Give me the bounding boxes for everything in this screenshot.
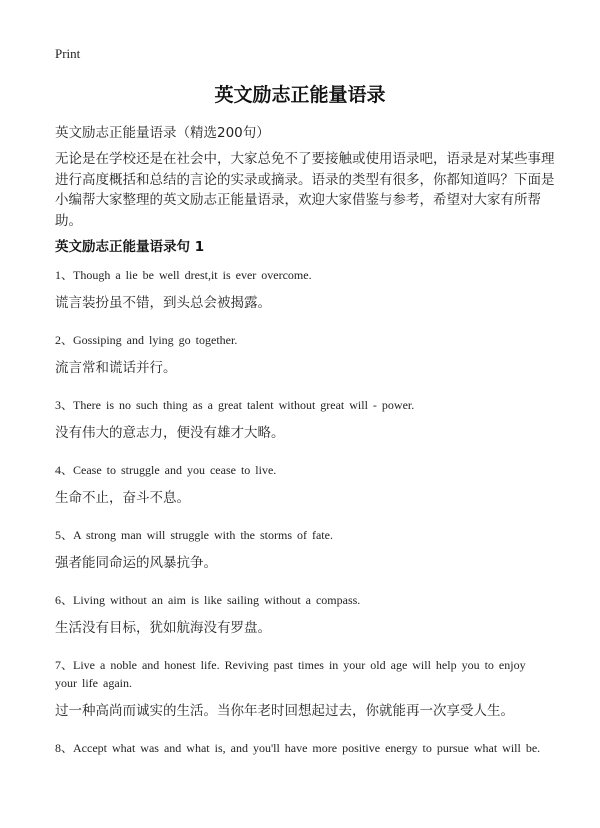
document-subtitle: 英文励志正能量语录（精选200句） [55,125,270,141]
quote-english: 6、Living without an aim is like sailing without a compass. [55,593,361,607]
quote-chinese: 谎言装扮虽不错，到头总会被揭露。 [55,295,271,311]
quote-list [55,266,545,775]
quote-english: 7、Live a noble and honest life. Reviving past times in your old age will help you to enjoy your life again. [55,658,526,690]
document-title: 英文励志正能量语录 [214,84,386,106]
quote-chinese: 流言常和谎话并行。 [55,360,177,376]
section-heading: 英文励志正能量语录句 1 [55,239,205,255]
quote-item [55,331,545,378]
quote-english: 2、Gossiping and lying go together. [55,333,238,347]
quote-english: 8、Accept what was and what is, and you'll have more positive energy to pursue what will be. [55,741,541,755]
quote-item [55,396,545,443]
intro-paragraph: 无论是在学校还是在社会中，大家总免不了要接触或使用语录吧，语录是对某些事理进行高度概括和总结的言论的实录或摘录。语录的类型有很多，你都知道吗？下面是小编帮大家整理的英文励志正能量语录，欢迎大家借鉴与参考，希望对大家有所帮助。 [55,151,555,229]
quote-english: 3、There is no such thing as a great talent without great will - power. [55,398,415,412]
quote-item [55,526,545,573]
quote-item [55,461,545,508]
quote-chinese: 生命不止，奋斗不息。 [55,490,190,506]
quote-chinese: 没有伟大的意志力，便没有雄才大略。 [55,425,285,441]
quote-item [55,656,545,721]
quote-english: 1、Though a lie be well drest,it is ever overcome. [55,268,312,282]
quote-chinese: 生活没有目标，犹如航海没有罗盘。 [55,620,271,636]
quote-item [55,591,545,638]
quote-english: 5、A strong man will struggle with the storms of fate. [55,528,333,542]
quote-item [55,266,545,313]
print-link[interactable]: Print [55,46,81,61]
quote-english: 4、Cease to struggle and you cease to live. [55,463,277,477]
quote-item [55,739,545,757]
quote-chinese: 过一种高尚而诚实的生活。当你年老时回想起过去，你就能再一次享受人生。 [55,703,514,719]
quote-chinese: 强者能同命运的风暴抗争。 [55,555,217,571]
